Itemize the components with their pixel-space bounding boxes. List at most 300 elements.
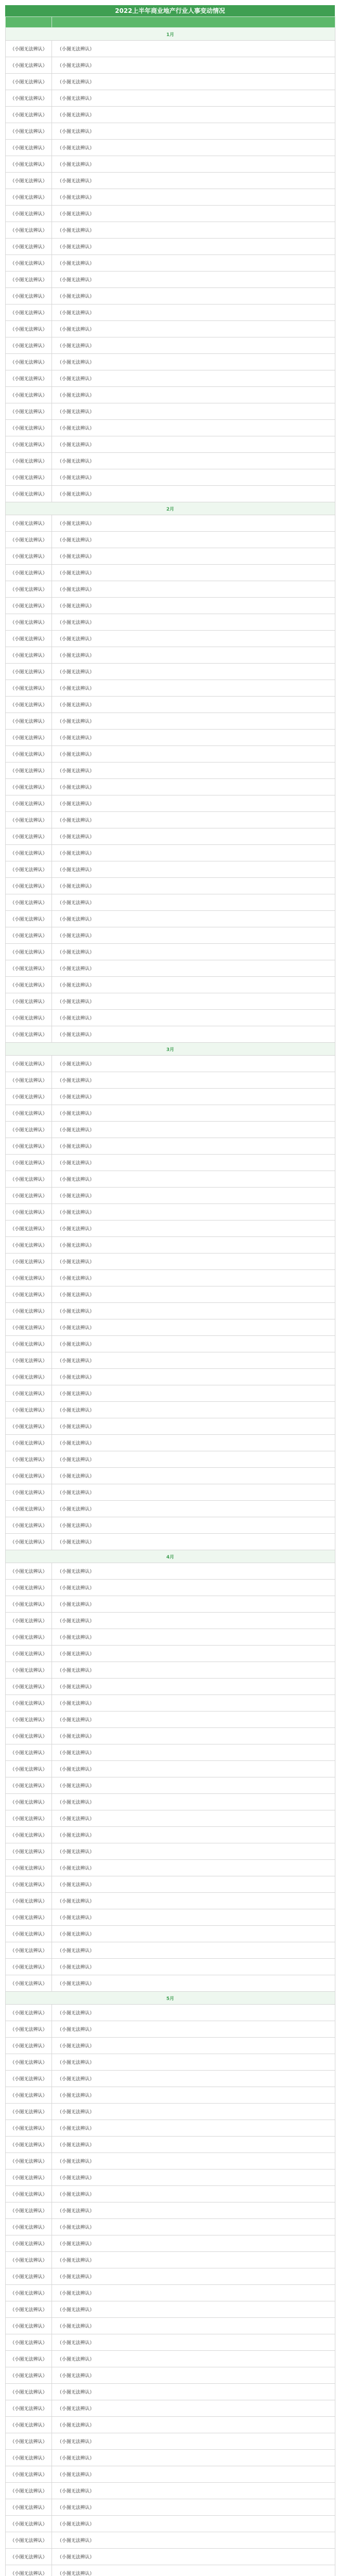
table-cell: （小图无法辨认） — [52, 123, 335, 140]
table-cell: （小图无法辨认） — [6, 1744, 52, 1761]
table-row — [6, 436, 335, 453]
table-cell: （小图无法辨认） — [52, 2367, 335, 2384]
table-row — [6, 2450, 335, 2466]
table-cell: （小图无法辨认） — [6, 2202, 52, 2219]
table-row — [6, 90, 335, 107]
table-row — [6, 2054, 335, 2071]
table-cell: （小图无法辨认） — [52, 2433, 335, 2450]
table-cell: （小图无法辨认） — [52, 222, 335, 239]
table-row — [6, 2153, 335, 2170]
table-cell: （小图无法辨认） — [52, 1352, 335, 1369]
table-cell: （小图无法辨认） — [52, 2054, 335, 2071]
table-cell: （小图无法辨认） — [52, 1418, 335, 1435]
table-cell: （小图无法辨认） — [6, 2038, 52, 2054]
table-cell: （小图无法辨认） — [52, 1860, 335, 1876]
table-cell: （小图无法辨认） — [6, 1026, 52, 1043]
table-cell: （小图无法辨认） — [52, 515, 335, 532]
table-cell: （小图无法辨认） — [6, 828, 52, 845]
table-cell: （小图无法辨认） — [6, 1435, 52, 1451]
table-row — [6, 1728, 335, 1744]
table-cell: （小图无法辨认） — [6, 2071, 52, 2087]
table-cell: （小图无法辨认） — [6, 107, 52, 123]
table-row — [6, 1534, 335, 1550]
table-cell: （小图无法辨认） — [52, 2516, 335, 2532]
table-cell: （小图无法辨认） — [6, 1596, 52, 1613]
table-row — [6, 2516, 335, 2532]
table-row — [6, 2351, 335, 2367]
table-cell: （小图无法辨认） — [6, 2433, 52, 2450]
table-cell: （小图无法辨认） — [52, 2186, 335, 2202]
table-cell: （小图无法辨认） — [52, 2202, 335, 2219]
table-row — [6, 1711, 335, 1728]
table-row — [6, 1517, 335, 1534]
table-row — [6, 107, 335, 123]
table-row — [6, 453, 335, 469]
table-cell: （小图无法辨认） — [52, 2301, 335, 2318]
table-cell: （小图无法辨认） — [6, 1010, 52, 1026]
table-cell: （小图无法辨认） — [6, 1072, 52, 1089]
table-cell: （小图无法辨认） — [6, 41, 52, 57]
table-row — [6, 123, 335, 140]
table-row — [6, 1171, 335, 1188]
table-row — [6, 2549, 335, 2565]
table-row — [6, 1827, 335, 1843]
table-cell: （小图无法辨认） — [6, 1695, 52, 1711]
table-row — [6, 1860, 335, 1876]
table-cell: （小图无法辨认） — [52, 828, 335, 845]
table-row — [6, 2483, 335, 2499]
table-cell: （小图无法辨认） — [6, 2268, 52, 2285]
table-cell: （小图无法辨认） — [6, 1221, 52, 1237]
table-cell: （小图无法辨认） — [6, 486, 52, 502]
table-row — [6, 746, 335, 762]
table-cell: （小图无法辨认） — [6, 1484, 52, 1501]
table-row — [6, 779, 335, 795]
table-row — [6, 812, 335, 828]
table-cell: （小图无法辨认） — [6, 2384, 52, 2400]
table-cell: （小图无法辨认） — [6, 74, 52, 90]
table-cell: （小图无法辨认） — [6, 960, 52, 977]
table-cell: （小图无法辨认） — [52, 1171, 335, 1188]
table-row — [6, 156, 335, 173]
table-cell: （小图无法辨认） — [52, 2005, 335, 2021]
table-cell: （小图无法辨认） — [6, 845, 52, 861]
table-cell: （小图无法辨认） — [52, 894, 335, 911]
table-cell: （小图无法辨认） — [52, 2499, 335, 2516]
table-cell: （小图无法辨认） — [52, 2532, 335, 2549]
table-cell: （小图无法辨认） — [52, 977, 335, 993]
table-cell: （小图无法辨认） — [52, 1517, 335, 1534]
table-cell: （小图无法辨认） — [52, 2268, 335, 2285]
table-row — [6, 2252, 335, 2268]
table-cell: （小图无法辨认） — [52, 746, 335, 762]
table-cell: （小图无法辨认） — [52, 453, 335, 469]
table-row — [6, 321, 335, 337]
table-cell: （小图无法辨认） — [6, 2186, 52, 2202]
table-cell: （小图无法辨认） — [52, 845, 335, 861]
table-cell: （小图无法辨认） — [6, 337, 52, 354]
table-row — [6, 1237, 335, 1253]
table-row — [6, 1959, 335, 1975]
table-cell: （小图无法辨认） — [6, 1468, 52, 1484]
table-cell: （小图无法辨认） — [6, 713, 52, 730]
table-cell: （小图无法辨认） — [6, 2235, 52, 2252]
table-cell: （小图无法辨认） — [6, 57, 52, 74]
table-cell: （小图无法辨认） — [52, 1435, 335, 1451]
table-row — [6, 1596, 335, 1613]
table-cell: （小图无法辨认） — [6, 2549, 52, 2565]
table-cell: （小图无法辨认） — [6, 156, 52, 173]
table-cell: （小图无法辨认） — [52, 647, 335, 664]
table-cell: （小图无法辨认） — [6, 2170, 52, 2186]
table-cell: （小图无法辨认） — [52, 2565, 335, 2576]
table-cell: （小图无法辨认） — [52, 2417, 335, 2433]
table-cell: （小图无法辨认） — [6, 631, 52, 647]
page-title: 2022上半年商业地产行业人事变动情况 — [5, 5, 335, 16]
table-row — [6, 420, 335, 436]
table-row — [6, 1402, 335, 1418]
table-row — [6, 2433, 335, 2450]
table-cell: （小图无法辨认） — [52, 1501, 335, 1517]
table-cell: （小图无法辨认） — [52, 239, 335, 255]
table-row — [6, 697, 335, 713]
table-row — [6, 1072, 335, 1089]
table-cell: （小图无法辨认） — [52, 762, 335, 779]
table-cell: （小图无法辨认） — [6, 1679, 52, 1695]
table-cell: （小图无法辨认） — [6, 1975, 52, 1992]
table-cell: （小图无法辨认） — [52, 1843, 335, 1860]
table-row — [6, 680, 335, 697]
table-row — [6, 337, 335, 354]
table-cell: （小图无法辨认） — [52, 631, 335, 647]
table-cell: （小图无法辨认） — [6, 288, 52, 304]
table-row — [6, 2087, 335, 2104]
table-row — [6, 1303, 335, 1319]
table-cell: （小图无法辨认） — [6, 1352, 52, 1369]
table-cell: （小图无法辨认） — [52, 1105, 335, 1122]
table-row — [6, 1385, 335, 1402]
table-row — [6, 1122, 335, 1138]
table-row — [6, 1468, 335, 1484]
table-row — [6, 1221, 335, 1237]
table-row — [6, 1613, 335, 1629]
table-cell: （小图无法辨认） — [6, 387, 52, 403]
table-row — [6, 1761, 335, 1777]
table-cell: （小图无法辨认） — [52, 944, 335, 960]
table-cell: （小图无法辨认） — [52, 1761, 335, 1777]
table-row — [6, 2301, 335, 2318]
table-row — [6, 664, 335, 680]
table-row — [6, 1662, 335, 1679]
table-row — [6, 1253, 335, 1270]
table-cell: （小图无法辨认） — [6, 1777, 52, 1794]
table-body — [6, 28, 335, 2576]
table-row — [6, 1563, 335, 1580]
table-row — [6, 1744, 335, 1761]
table-cell: （小图无法辨认） — [6, 403, 52, 420]
table-row — [6, 140, 335, 156]
table-cell: （小图无法辨认） — [6, 1728, 52, 1744]
table-cell: （小图无法辨认） — [6, 2499, 52, 2516]
table-cell: （小图无法辨认） — [6, 2466, 52, 2483]
table-cell: （小图无法辨认） — [6, 1810, 52, 1827]
table-cell: （小图无法辨认） — [6, 1303, 52, 1319]
table-cell: （小图无法辨认） — [6, 2005, 52, 2021]
table-cell: （小图无法辨认） — [52, 354, 335, 370]
table-cell: （小图无法辨认） — [6, 2532, 52, 2549]
table-cell: （小图无法辨认） — [6, 2334, 52, 2351]
table-cell: （小图无法辨认） — [6, 2516, 52, 2532]
table-cell: （小图无法辨认） — [52, 2087, 335, 2104]
table-row — [6, 1352, 335, 1369]
table-cell: （小图无法辨认） — [52, 2120, 335, 2137]
table-cell: （小图无法辨认） — [6, 1517, 52, 1534]
table-cell: （小图无法辨认） — [6, 1171, 52, 1188]
table-cell: （小图无法辨认） — [52, 1336, 335, 1352]
table-cell: （小图无法辨认） — [52, 1534, 335, 1550]
table-cell: （小图无法辨认） — [6, 1319, 52, 1336]
table-cell: （小图无法辨认） — [52, 532, 335, 548]
table-cell: （小图无法辨认） — [6, 1336, 52, 1352]
table-cell: （小图无法辨认） — [52, 255, 335, 272]
table-row — [6, 861, 335, 878]
table-cell: （小图无法辨认） — [52, 1662, 335, 1679]
table-cell: （小图无法辨认） — [6, 1188, 52, 1204]
table-cell: （小图无法辨认） — [52, 2235, 335, 2252]
table-cell: （小图无法辨认） — [6, 370, 52, 387]
table-cell: （小图无法辨认） — [6, 239, 52, 255]
table-cell: （小图无法辨认） — [52, 337, 335, 354]
table-cell: （小图无法辨认） — [52, 664, 335, 680]
table-cell: （小图无法辨认） — [52, 911, 335, 927]
table-row — [6, 2417, 335, 2433]
table-cell: （小图无法辨认） — [52, 2466, 335, 2483]
section-label: 3月 — [6, 1043, 335, 1056]
table-cell: （小图无法辨认） — [52, 1975, 335, 1992]
table-cell: （小图无法辨认） — [52, 189, 335, 206]
table-cell: （小图无法辨认） — [52, 2334, 335, 2351]
table-row — [6, 1056, 335, 1072]
table-row — [6, 2334, 335, 2351]
table-row — [6, 2318, 335, 2334]
section-label: 5月 — [6, 1992, 335, 2005]
table-cell: （小图无法辨认） — [6, 598, 52, 614]
table-cell: （小图无法辨认） — [6, 1942, 52, 1959]
table-cell: （小图无法辨认） — [52, 1286, 335, 1303]
table-cell: （小图无法辨认） — [6, 1876, 52, 1893]
table-cell: （小图无法辨认） — [52, 1270, 335, 1286]
table-cell: （小图无法辨认） — [6, 812, 52, 828]
table-row — [6, 878, 335, 894]
table-cell: （小图无法辨认） — [52, 2021, 335, 2038]
table-row — [6, 2268, 335, 2285]
table-row — [6, 1629, 335, 1646]
table-row — [6, 403, 335, 420]
table-row — [6, 2038, 335, 2054]
table-cell: （小图无法辨认） — [52, 1319, 335, 1336]
table-cell: （小图无法辨认） — [6, 1204, 52, 1221]
table-row — [6, 828, 335, 845]
table-row — [6, 515, 335, 532]
table-cell: （小图无法辨认） — [6, 795, 52, 812]
table-cell: （小图无法辨认） — [52, 1122, 335, 1138]
table-cell: （小图无法辨认） — [6, 1580, 52, 1596]
table-cell: （小图无法辨认） — [52, 878, 335, 894]
table-cell: （小图无法辨认） — [52, 993, 335, 1010]
table-cell: （小图无法辨认） — [52, 469, 335, 486]
table-cell: （小图无法辨认） — [6, 977, 52, 993]
table-cell: （小图无法辨认） — [6, 2252, 52, 2268]
table-cell: （小图无法辨认） — [6, 1794, 52, 1810]
table-cell: （小图无法辨认） — [52, 272, 335, 288]
table-cell: （小图无法辨认） — [52, 1188, 335, 1204]
table-row — [6, 1155, 335, 1171]
table-cell: （小图无法辨认） — [6, 2483, 52, 2499]
table-cell: （小图无法辨认） — [52, 403, 335, 420]
table-cell: （小图无法辨认） — [6, 420, 52, 436]
table-cell: （小图无法辨认） — [6, 2087, 52, 2104]
table-cell: （小图无法辨认） — [6, 1860, 52, 1876]
section-header-row — [6, 1550, 335, 1563]
section-label: 4月 — [6, 1550, 335, 1563]
table-cell: （小图无法辨认） — [52, 1744, 335, 1761]
table-cell: （小图无法辨认） — [6, 1155, 52, 1171]
table-row — [6, 1369, 335, 1385]
table-cell: （小图无法辨认） — [52, 2252, 335, 2268]
table-row — [6, 565, 335, 581]
table-row — [6, 1501, 335, 1517]
table-row — [6, 1777, 335, 1794]
table-cell: （小图无法辨认） — [52, 90, 335, 107]
table-header-row — [6, 17, 335, 28]
table-cell: （小图无法辨认） — [6, 927, 52, 944]
table-cell: （小图无法辨认） — [52, 1580, 335, 1596]
table-row — [6, 1188, 335, 1204]
table-cell: （小图无法辨认） — [52, 1385, 335, 1402]
table-cell: （小图无法辨认） — [52, 2137, 335, 2153]
table-cell: （小图无法辨认） — [6, 993, 52, 1010]
table-row — [6, 1794, 335, 1810]
table-row — [6, 239, 335, 255]
table-cell: （小图无法辨认） — [52, 1072, 335, 1089]
table-cell: （小图无法辨认） — [52, 1155, 335, 1171]
table-cell: （小图无法辨认） — [52, 1138, 335, 1155]
table-row — [6, 57, 335, 74]
table-cell: （小图无法辨认） — [52, 1484, 335, 1501]
table-cell: （小图无法辨认） — [52, 1056, 335, 1072]
table-row — [6, 927, 335, 944]
table-cell: （小图无法辨认） — [52, 1253, 335, 1270]
table-cell: （小图无法辨认） — [52, 74, 335, 90]
table-row — [6, 1319, 335, 1336]
table-cell: （小图无法辨认） — [6, 1563, 52, 1580]
table-cell: （小图无法辨认） — [6, 2054, 52, 2071]
table-row — [6, 2186, 335, 2202]
table-row — [6, 2565, 335, 2576]
table-cell: （小图无法辨认） — [6, 2450, 52, 2466]
table-row — [6, 1484, 335, 1501]
table-cell: （小图无法辨认） — [52, 1468, 335, 1484]
table-row — [6, 288, 335, 304]
table-row — [6, 486, 335, 502]
table-cell: （小图无法辨认） — [6, 1138, 52, 1155]
table-cell: （小图无法辨认） — [6, 1451, 52, 1468]
table-cell: （小图无法辨认） — [52, 1926, 335, 1942]
table-cell: （小图无法辨认） — [52, 2351, 335, 2367]
table-row — [6, 977, 335, 993]
table-cell: （小图无法辨认） — [52, 2285, 335, 2301]
table-row — [6, 1909, 335, 1926]
table-cell: （小图无法辨认） — [52, 1629, 335, 1646]
table-row — [6, 845, 335, 861]
table-cell: （小图无法辨认） — [52, 1303, 335, 1319]
table-row — [6, 469, 335, 486]
table-cell: （小图无法辨认） — [6, 762, 52, 779]
table-cell: （小图无法辨认） — [6, 2219, 52, 2235]
table-cell: （小图无法辨认） — [6, 2400, 52, 2417]
table-cell: （小图无法辨认） — [6, 2417, 52, 2433]
table-cell: （小图无法辨认） — [6, 2565, 52, 2576]
table-cell: （小图无法辨认） — [6, 1286, 52, 1303]
table-cell: （小图无法辨认） — [52, 321, 335, 337]
table-cell: （小图无法辨认） — [6, 272, 52, 288]
table-cell: （小图无法辨认） — [6, 664, 52, 680]
table-cell: （小图无法辨认） — [52, 288, 335, 304]
table-cell: （小图无法辨认） — [6, 255, 52, 272]
table-cell: （小图无法辨认） — [6, 548, 52, 565]
table-cell: （小图无法辨认） — [6, 1827, 52, 1843]
table-row — [6, 2137, 335, 2153]
table-row — [6, 960, 335, 977]
table-row — [6, 2104, 335, 2120]
table-cell: （小图无法辨认） — [52, 1089, 335, 1105]
table-cell: （小图无法辨认） — [6, 1237, 52, 1253]
table-cell: （小图无法辨认） — [52, 2384, 335, 2400]
table-cell: （小图无法辨认） — [6, 565, 52, 581]
table-cell: （小图无法辨认） — [52, 370, 335, 387]
table-row — [6, 2285, 335, 2301]
table-cell: （小图无法辨认） — [52, 2549, 335, 2565]
table-row — [6, 2235, 335, 2252]
table-cell: （小图无法辨认） — [52, 680, 335, 697]
table-cell: （小图无法辨认） — [52, 2400, 335, 2417]
table-row — [6, 631, 335, 647]
table-cell: （小图无法辨认） — [6, 746, 52, 762]
table-row — [6, 1926, 335, 1942]
table-cell: （小图无法辨认） — [6, 453, 52, 469]
table-cell: （小图无法辨认） — [52, 1827, 335, 1843]
personnel-table — [5, 16, 335, 2576]
table-cell: （小图无法辨认） — [6, 1711, 52, 1728]
table-cell: （小图无法辨认） — [52, 2153, 335, 2170]
table-cell: （小图无法辨认） — [52, 1237, 335, 1253]
table-cell: （小图无法辨认） — [52, 2071, 335, 2087]
table-cell: （小图无法辨认） — [52, 812, 335, 828]
table-row — [6, 2532, 335, 2549]
table-cell: （小图无法辨认） — [52, 1451, 335, 1468]
table-cell: （小图无法辨认） — [52, 41, 335, 57]
table-cell: （小图无法辨认） — [6, 1629, 52, 1646]
table-cell: （小图无法辨认） — [6, 90, 52, 107]
table-cell: （小图无法辨认） — [6, 614, 52, 631]
table-row — [6, 1286, 335, 1303]
table-cell: （小图无法辨认） — [6, 123, 52, 140]
table-cell: （小图无法辨认） — [52, 2450, 335, 2466]
section-header-row — [6, 1043, 335, 1056]
table-row — [6, 2499, 335, 2516]
table-row — [6, 713, 335, 730]
table-cell: （小图无法辨认） — [52, 1221, 335, 1237]
